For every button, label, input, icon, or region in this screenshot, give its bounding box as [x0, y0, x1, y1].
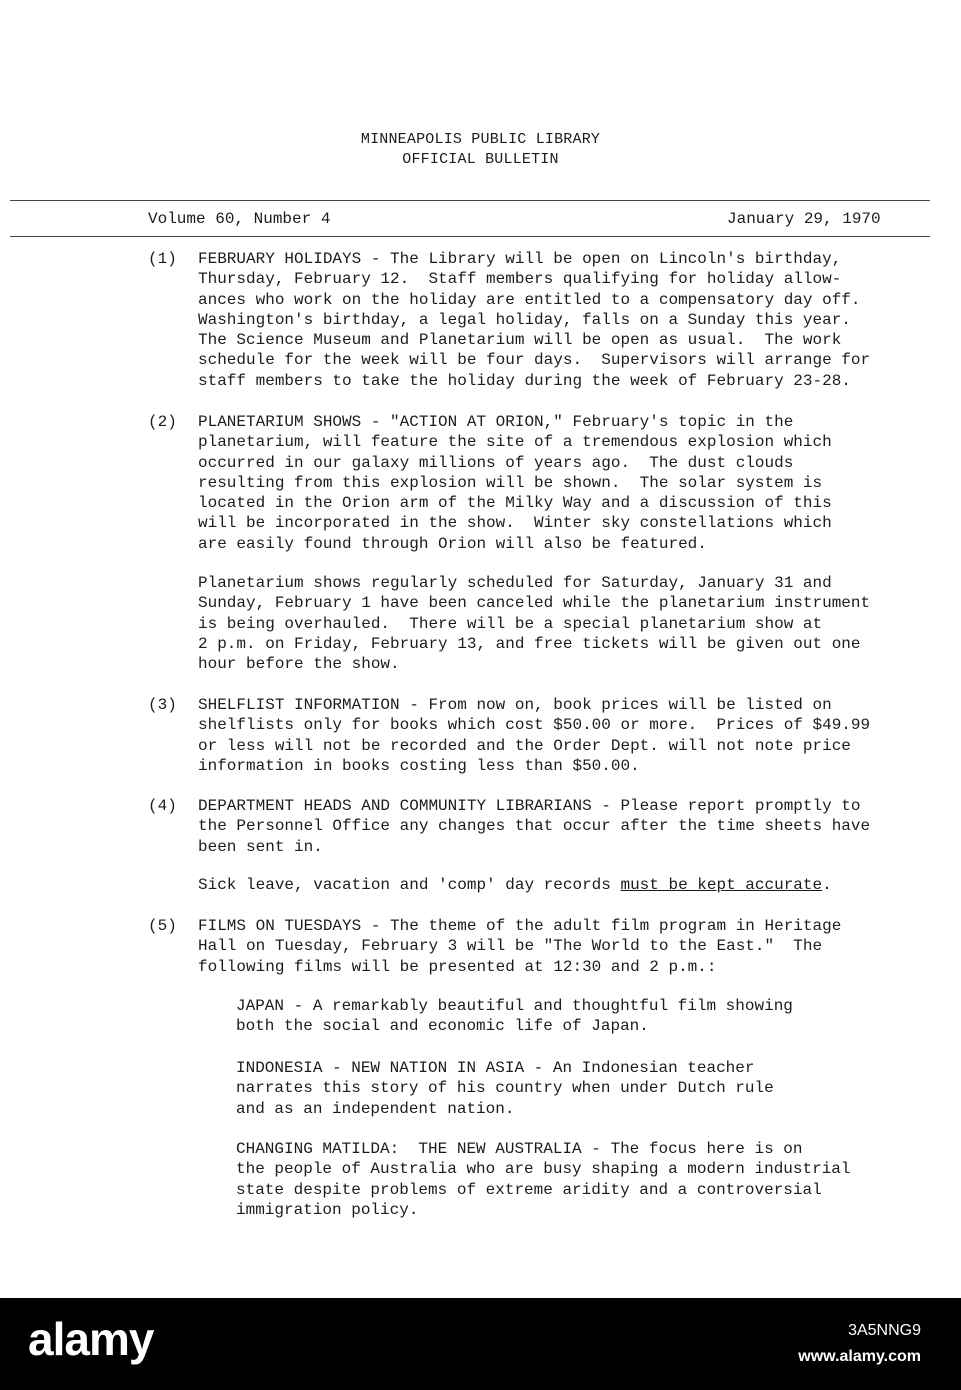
item-text: DEPARTMENT HEADS AND COMMUNITY LIBRARIANS - Please report promptly to the Personnel Office any changes that occur after the time sheets have been sent in.	[198, 797, 871, 856]
library-name: MINNEAPOLIS PUBLIC LIBRARY	[360, 131, 601, 148]
film-entry-japan: JAPAN - A remarkably beautiful and thoughtful film showing both the social and economic life of Japan.	[236, 997, 793, 1036]
item-text: SHELFLIST INFORMATION - From now on, book prices will be listed on shelflists only for books which cost $50.00 or more. Prices of $49.99 or less will not be recorded and the Order Dept. will not note price information in books costing less than $50.00.	[198, 696, 871, 775]
volume-number: Volume 60, Number 4	[148, 210, 331, 228]
item-text: PLANETARIUM SHOWS - "ACTION AT ORION," February's topic in the planetarium, will feature the site of a tremendous explosion which occurred in our galaxy millions of years ago. The dust clouds resulting from this explosion will be shown. The solar system is located in the Orion arm of the Milky Way and a discussion of this will be incorporated in the show. Winter sky constellations which are easily found through Orion will also be featured.	[198, 413, 832, 553]
bottom-rule	[10, 236, 930, 237]
sick-leave-suffix: .	[822, 876, 832, 894]
item-number: (5)	[148, 917, 177, 935]
sick-leave-prefix: Sick leave, vacation and 'comp' day records	[198, 876, 621, 894]
item-number: (3)	[148, 696, 177, 714]
film-entry-indonesia: INDONESIA - NEW NATION IN ASIA - An Indonesian teacher narrates this story of his country when under Dutch rule and as an independent nation.	[236, 1059, 774, 1118]
stock-site-url: www.alamy.com	[798, 1348, 921, 1365]
bulletin-title: OFFICIAL BULLETIN	[402, 151, 559, 168]
item-text: FILMS ON TUESDAYS - The theme of the adult film program in Heritage Hall on Tuesday, February 3 will be "The World to the East." The following films will be presented at 12:30 and 2 p.m.:	[198, 917, 842, 976]
stock-image-id: 3A5NNG9	[848, 1322, 921, 1339]
item-text: FEBRUARY HOLIDAYS - The Library will be open on Lincoln's birthday, Thursday, February 12. Staff members qualifying for holiday allow- ances who work on the holiday are entitled to a compensatory day off. Washington's birthday, a legal holiday, falls on a Sunday this year. The Science Museum and Planetarium will be open as usual. The work schedule for the week will be four days. Supervisors will arrange for staff members to take the holiday during the week of February 23-28.	[198, 250, 871, 390]
planetarium-note: Planetarium shows regularly scheduled for Saturday, January 31 and Sunday, February 1 have been canceled while the planetarium instrument is being overhauled. There will be a special planetarium show at 2 p.m. on Friday, February 13, and free tickets will be given out one hour before the show.	[198, 574, 871, 674]
watermark-bar	[0, 1298, 961, 1390]
item-number: (4)	[148, 797, 177, 815]
sick-leave-note	[198, 875, 832, 895]
alamy-logo: alamy	[28, 1313, 154, 1365]
bulletin-date: January 29, 1970	[727, 210, 881, 228]
sick-leave-underlined: must be kept accurate	[620, 876, 823, 894]
film-entry-australia: CHANGING MATILDA: THE NEW AUSTRALIA - The focus here is on the people of Australia who are busy shaping a modern industrial state despite problems of extreme aridity and a controversial immigration policy.	[236, 1140, 851, 1219]
top-rule	[10, 200, 930, 201]
item-number: (1)	[148, 250, 177, 268]
item-number: (2)	[148, 413, 177, 431]
